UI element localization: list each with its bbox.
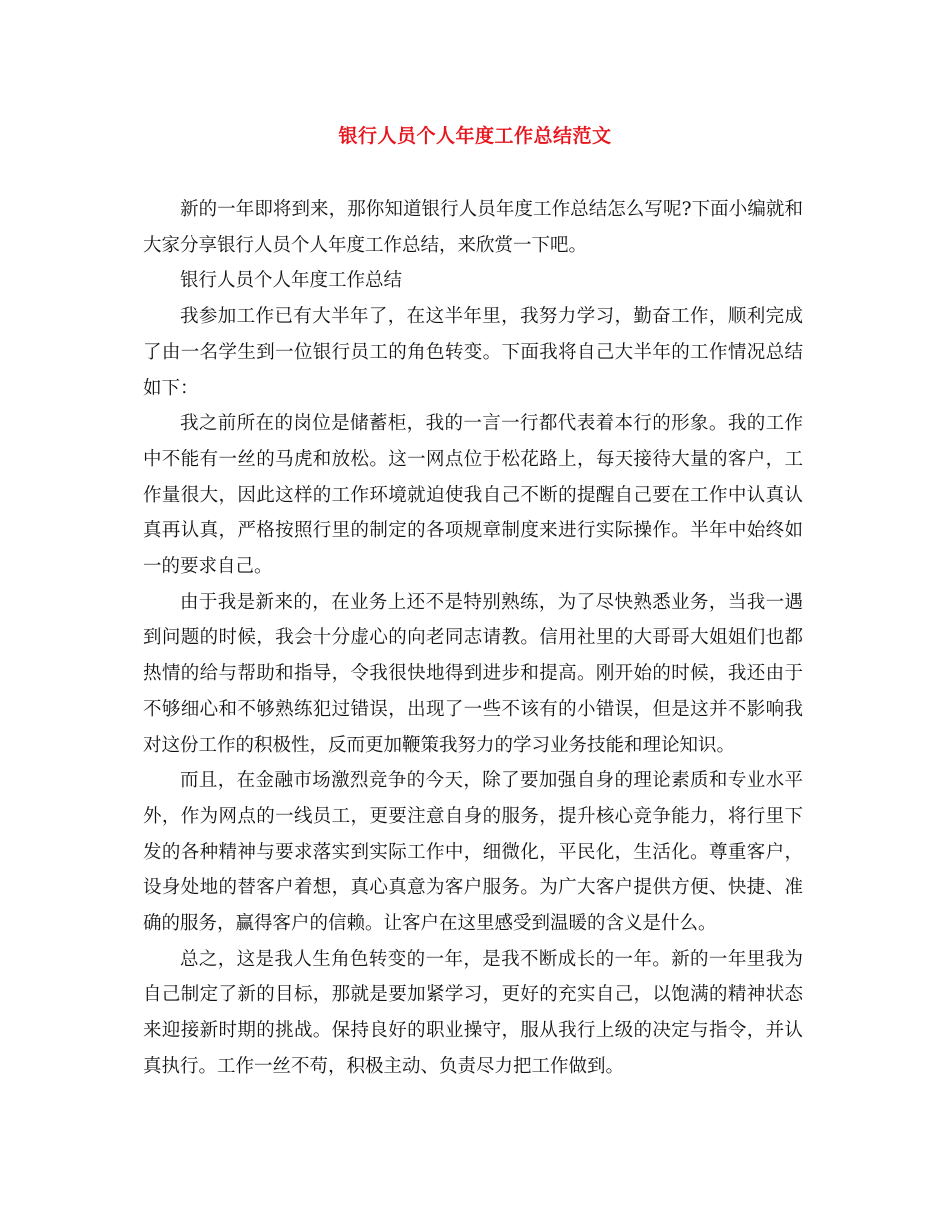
paragraph-intro: 新的一年即将到来，那你知道银行人员年度工作总结怎么写呢?下面小编就和大家分享银行人员个人年度工作总结，来欣赏一下吧。 (143, 199, 803, 256)
paragraph-5: 总之，这是我人生角色转变的一年，是我不断成长的一年。新的一年里我为自己制定了新的目标，那就是要加紧学习，更好的充实自己，以饱满的精神状态来迎接新时期的挑战。保持良好的职业操守，服从我行上级的决定与指令，并认真执行。工作一丝不苟，积极主动、负责尽力把工作做到。 (143, 948, 803, 1077)
document-body (143, 192, 803, 1085)
paragraph-4: 而且，在金融市场激烈竞争的今天，除了要加强自身的理论素质和专业水平外，作为网点的一线员工，更要注意自身的服务，提升核心竞争能力，将行里下发的各种精神与要求落实到实际工作中，细微化，平民化，生活化。尊重客户，设身处地的替客户着想，真心真意为客户服务。为广大客户提供方便、快捷、准确的服务，赢得客户的信赖。让客户在这里感受到温暖的含义是什么。 (143, 770, 803, 935)
paragraph-subtitle: 银行人员个人年度工作总结 (180, 270, 403, 292)
paragraph-2: 我之前所在的岗位是储蓄柜，我的一言一行都代表着本行的形象。我的工作中不能有一丝的马虎和放松。这一网点位于松花路上，每天接待大量的客户，工作量很大，因此这样的工作环境就迫使我自己不断的提醒自己要在工作中认真认真再认真，严格按照行里的制定的各项规章制度来进行实际操作。半年中始终如一的要求自己。 (143, 413, 803, 578)
paragraph-3: 由于我是新来的，在业务上还不是特别熟练，为了尽快熟悉业务，当我一遇到问题的时候，我会十分虚心的向老同志请教。信用社里的大哥哥大姐姐们也都热情的给与帮助和指导，令我很快地得到进步和提高。刚开始的时候，我还由于不够细心和不够熟练犯过错误，出现了一些不该有的小错误，但是这并不影响我对这份工作的积极性，反而更加鞭策我努力的学习业务技能和理论知识。 (143, 591, 803, 756)
document-title: 银行人员个人年度工作总结范文 (338, 125, 612, 147)
paragraph-1: 我参加工作已有大半年了，在这半年里，我努力学习，勤奋工作，顺利完成了由一名学生到一位银行员工的角色转变。下面我将自己大半年的工作情况总结如下： (143, 306, 803, 399)
